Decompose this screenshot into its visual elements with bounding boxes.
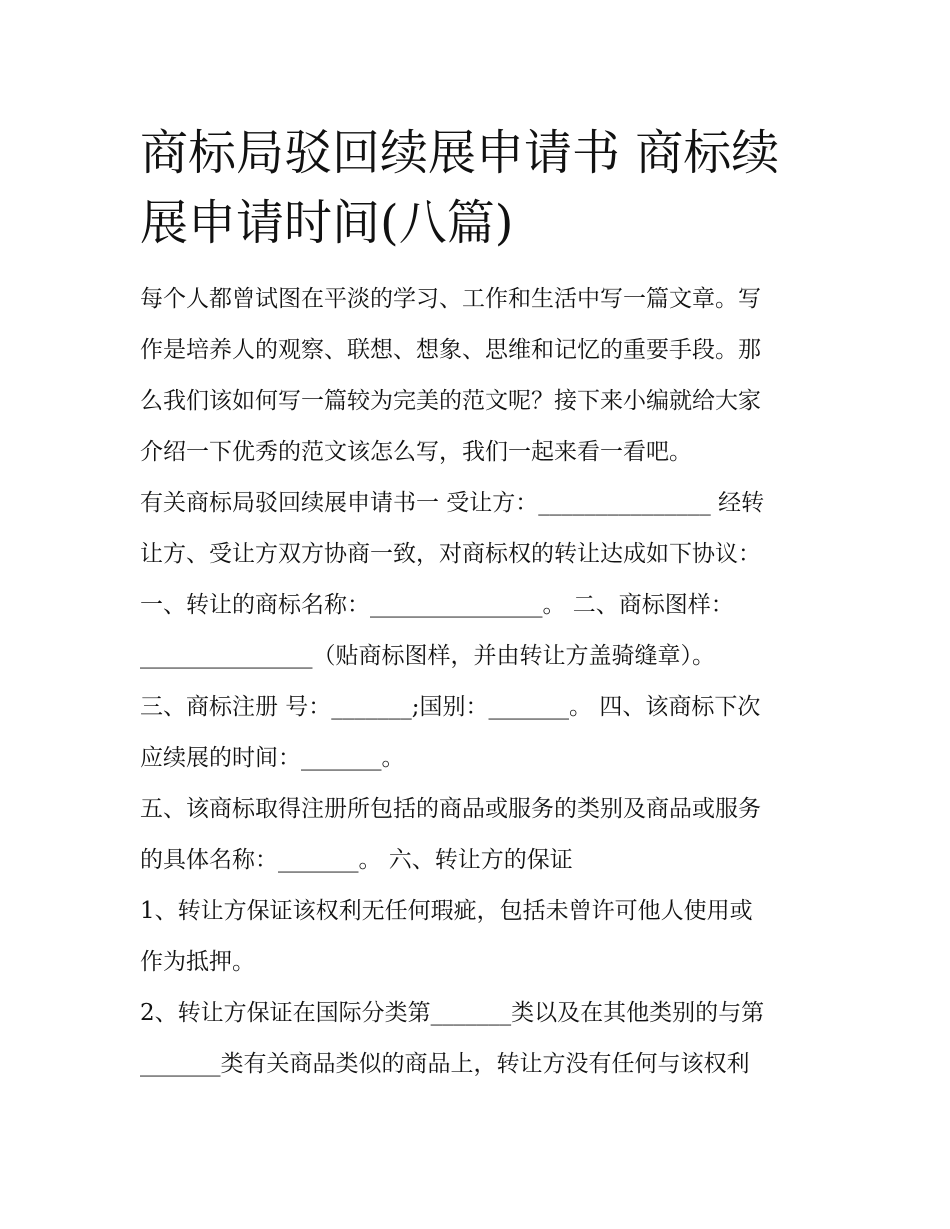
text-line: 2、转让方保证在国际分类第_______类以及在其他类别的与第 (140, 1000, 765, 1026)
text-line: 应续展的时间：_______。 (140, 745, 405, 771)
text-line: 1、转让方保证该权利无任何瑕疵，包括未曾许可他人使用或 (140, 898, 753, 924)
text-line: 让方、受让方双方协商一致，对商标权的转让达成如下协议： (140, 541, 761, 567)
text-line: 每个人都曾试图在平淡的学习、工作和生活中写一篇文章。写 (140, 286, 761, 312)
warranty-item-2 (140, 988, 830, 1090)
text-line: 作为抵押。 (140, 949, 255, 975)
document-body (140, 274, 830, 1090)
agreement-terms-paragraph (140, 478, 830, 784)
text-line: _______类有关商品类似的商品上，转让方没有任何与该权利 (140, 1051, 750, 1077)
warranty-item-1 (140, 886, 830, 988)
text-line: 有关商标局驳回续展申请书一 受让方：_______________ 经转 (140, 490, 765, 516)
intro-paragraph (140, 274, 830, 478)
text-line: _______________（贴商标图样，并由转让方盖骑缝章）。 (140, 643, 715, 669)
title-line-2: 展申请时间(八篇) (140, 195, 514, 251)
text-line: 一、转让的商标名称：_______________。 二、商标图样： (140, 592, 734, 618)
text-line: 介绍一下优秀的范文该怎么写，我们一起来看一看吧。 (140, 439, 692, 465)
text-line: 的具体名称：_______。 六、转让方的保证 (140, 847, 573, 873)
goods-services-paragraph (140, 784, 830, 886)
text-line: 作是培养人的观察、联想、想象、思维和记忆的重要手段。那 (140, 337, 761, 363)
title-line-1: 商标局驳回续展申请书 商标续 (140, 125, 780, 181)
text-line: 五、该商标取得注册所包括的商品或服务的类别及商品或服务 (140, 796, 761, 822)
document-page (140, 118, 830, 1090)
text-line: 三、商标注册 号：_______;国别：_______。 四、该商标下次 (140, 694, 761, 720)
text-line: 么我们该如何写一篇较为完美的范文呢？接下来小编就给大家 (140, 388, 761, 414)
document-title (140, 118, 830, 258)
